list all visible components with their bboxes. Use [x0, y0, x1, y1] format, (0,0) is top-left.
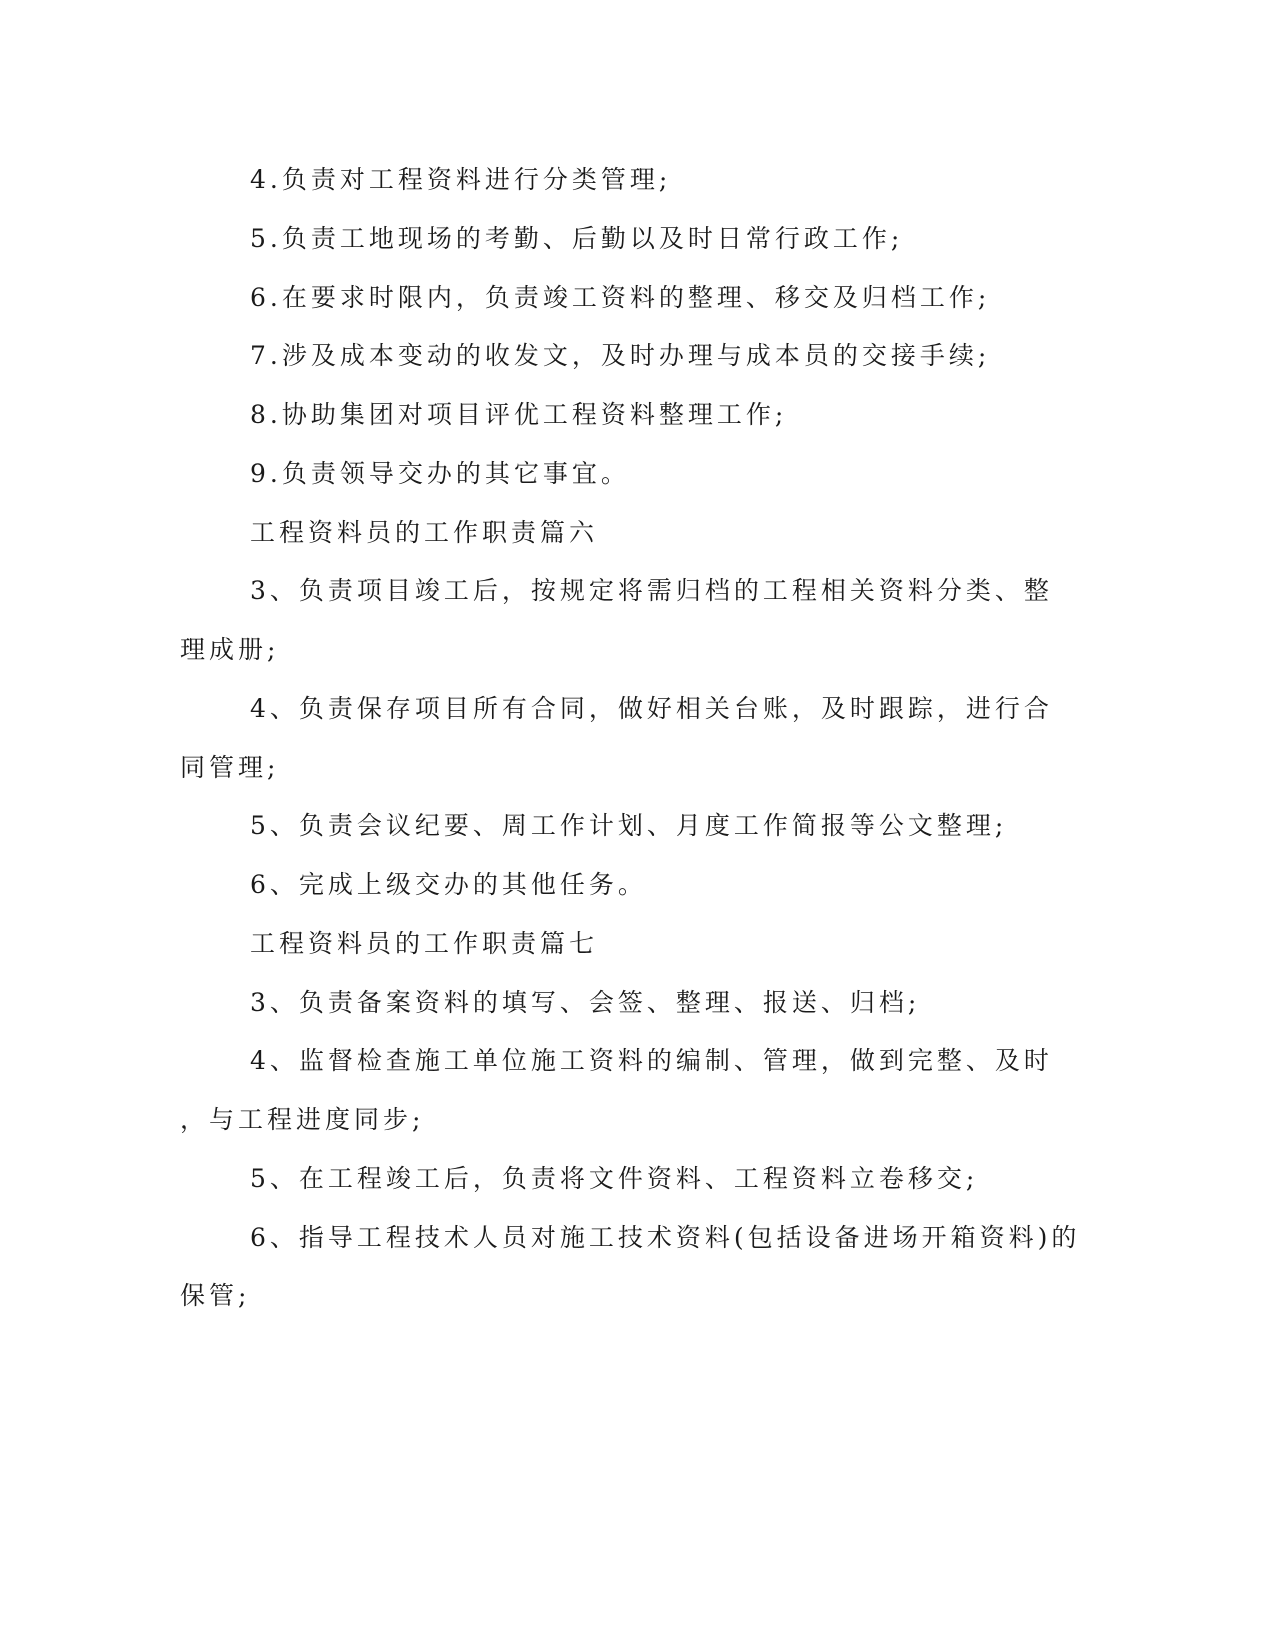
list-item: 6、指导工程技术人员对施工技术资料(包括设备进场开箱资料)的 — [250, 1223, 1081, 1252]
list-item: 5、负责会议纪要、周工作计划、月度工作简报等公文整理; — [250, 811, 1008, 840]
list-item-continuation: 理成册; — [180, 635, 280, 664]
list-item: 7.涉及成本变动的收发文，及时办理与成本员的交接手续; — [250, 341, 991, 370]
list-item: 6.在要求时限内，负责竣工资料的整理、移交及归档工作; — [250, 283, 991, 312]
list-item-continuation: 保管; — [180, 1281, 251, 1310]
list-item: 5、在工程竣工后，负责将文件资料、工程资料立卷移交; — [250, 1164, 979, 1193]
list-item-continuation: ，与工程进度同步; — [180, 1105, 425, 1134]
list-item: 4、负责保存项目所有合同，做好相关台账，及时跟踪，进行合 — [250, 694, 1053, 723]
list-item-continuation: 同管理; — [180, 753, 280, 782]
list-item: 3、负责项目竣工后，按规定将需归档的工程相关资料分类、整 — [250, 576, 1053, 605]
section-heading: 工程资料员的工作职责篇七 — [250, 929, 599, 958]
list-item: 5.负责工地现场的考勤、后勤以及时日常行政工作; — [250, 224, 904, 253]
list-item: 6、完成上级交办的其他任务。 — [250, 870, 647, 899]
list-item: 3、负责备案资料的填写、会签、整理、报送、归档; — [250, 988, 921, 1017]
list-item: 4、监督检查施工单位施工资料的编制、管理，做到完整、及时 — [250, 1046, 1053, 1075]
list-item: 9.负责领导交办的其它事宜。 — [250, 459, 630, 488]
section-heading: 工程资料员的工作职责篇六 — [250, 518, 599, 547]
list-item: 8.协助集团对项目评优工程资料整理工作; — [250, 400, 788, 429]
list-item: 4.负责对工程资料进行分类管理; — [250, 165, 672, 194]
